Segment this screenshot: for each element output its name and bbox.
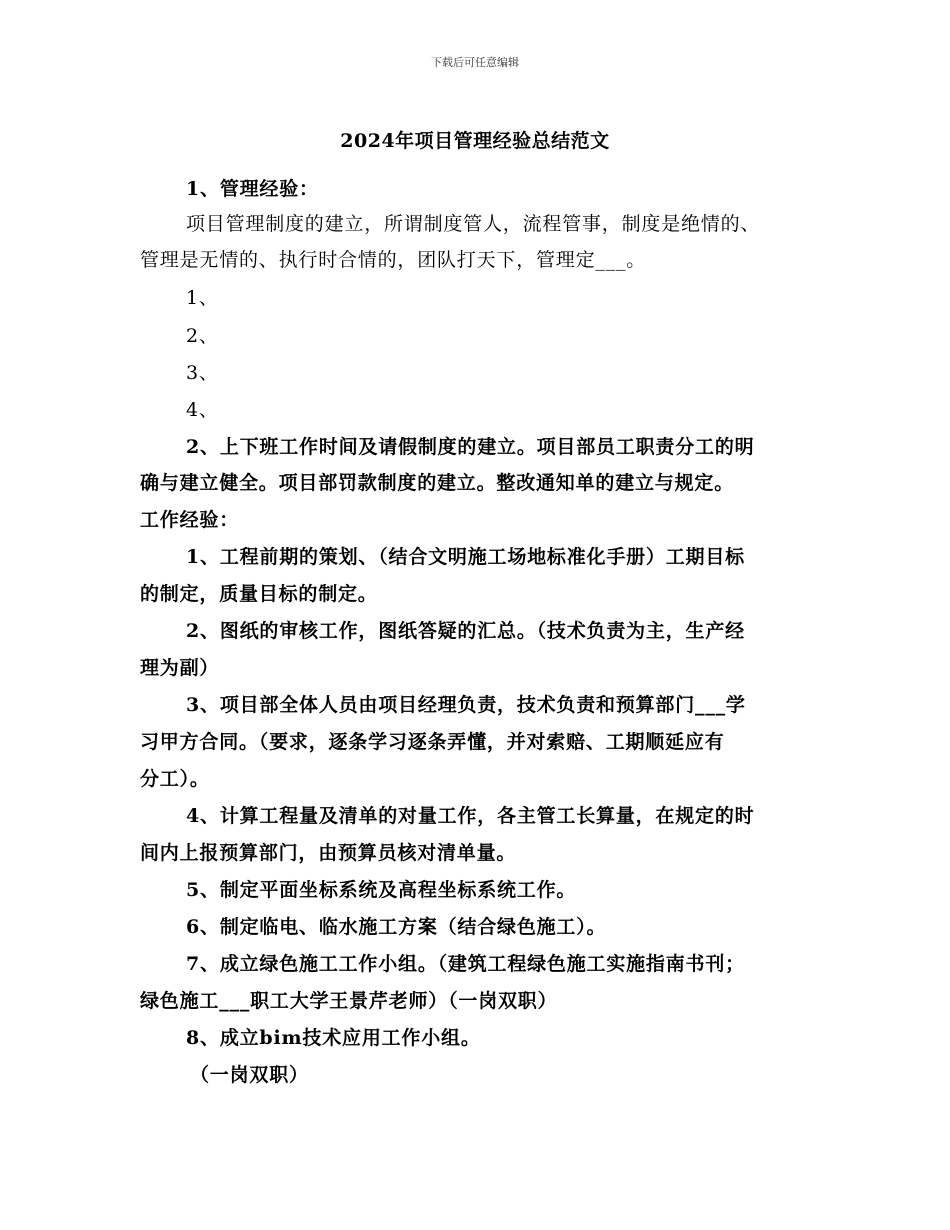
paragraph-line: 理为副）	[140, 657, 220, 679]
paragraph-line: 2、上下班工作时间及请假制度的建立。项目部员工职责分工的明	[186, 436, 755, 458]
list-item: 1、	[186, 287, 219, 309]
section-heading-work: 工作经验：	[140, 509, 240, 531]
list-item: 2、	[186, 325, 219, 347]
section-heading-management: 1、管理经验：	[186, 178, 319, 200]
paragraph-line: 绿色施工___职工大学王景芹老师）（一岗双职）	[140, 990, 558, 1012]
paragraph-line: 3、项目部全体人员由项目经理负责，技术负责和预算部门___学	[186, 694, 746, 716]
paragraph-line: 确与建立健全。项目部罚款制度的建立。整改通知单的建立与规定。	[140, 472, 735, 494]
paragraph-line: 间内上报预算部门，由预算员核对清单量。	[140, 842, 517, 864]
paragraph-line: 6、制定临电、临水施工方案（结合绿色施工）。	[186, 916, 607, 938]
paragraph-line: 的制定，质量目标的制定。	[140, 583, 378, 605]
paragraph-line: 2、图纸的审核工作，图纸答疑的汇总。（技术负责为主，生产经	[186, 620, 745, 642]
paragraph-line: 4、计算工程量及清单的对量工作，各主管工长算量，在规定的时	[186, 805, 755, 827]
paragraph-line: 7、成立绿色施工工作小组。（建筑工程绿色施工实施指南书刊；	[186, 953, 745, 975]
paragraph-line: 1、工程前期的策划、（结合文明施工场地标准化手册）工期目标	[186, 546, 745, 568]
paragraph-line: 习甲方合同。（要求，逐条学习逐条弄懂，并对索赔、工期顺延应有	[140, 731, 725, 753]
paragraph-line: 项目管理制度的建立，所谓制度管人，流程管事，制度是绝情的、	[186, 213, 761, 235]
paragraph-line: 管理是无情的、执行时合情的，团队打天下，管理定___。	[140, 249, 647, 271]
paragraph-line: 5、制定平面坐标系统及高程坐标系统工作。	[186, 879, 577, 901]
list-item: 3、	[186, 362, 219, 384]
paragraph-line: （一岗双职）	[190, 1064, 309, 1086]
paragraph-line: 分工）。	[140, 768, 210, 790]
document-title: 2024年项目管理经验总结范文	[340, 130, 610, 152]
paragraph-line: 8、成立bim技术应用工作小组。	[186, 1027, 481, 1049]
header-note: 下载后可任意编辑	[431, 56, 519, 69]
list-item: 4、	[186, 399, 219, 421]
